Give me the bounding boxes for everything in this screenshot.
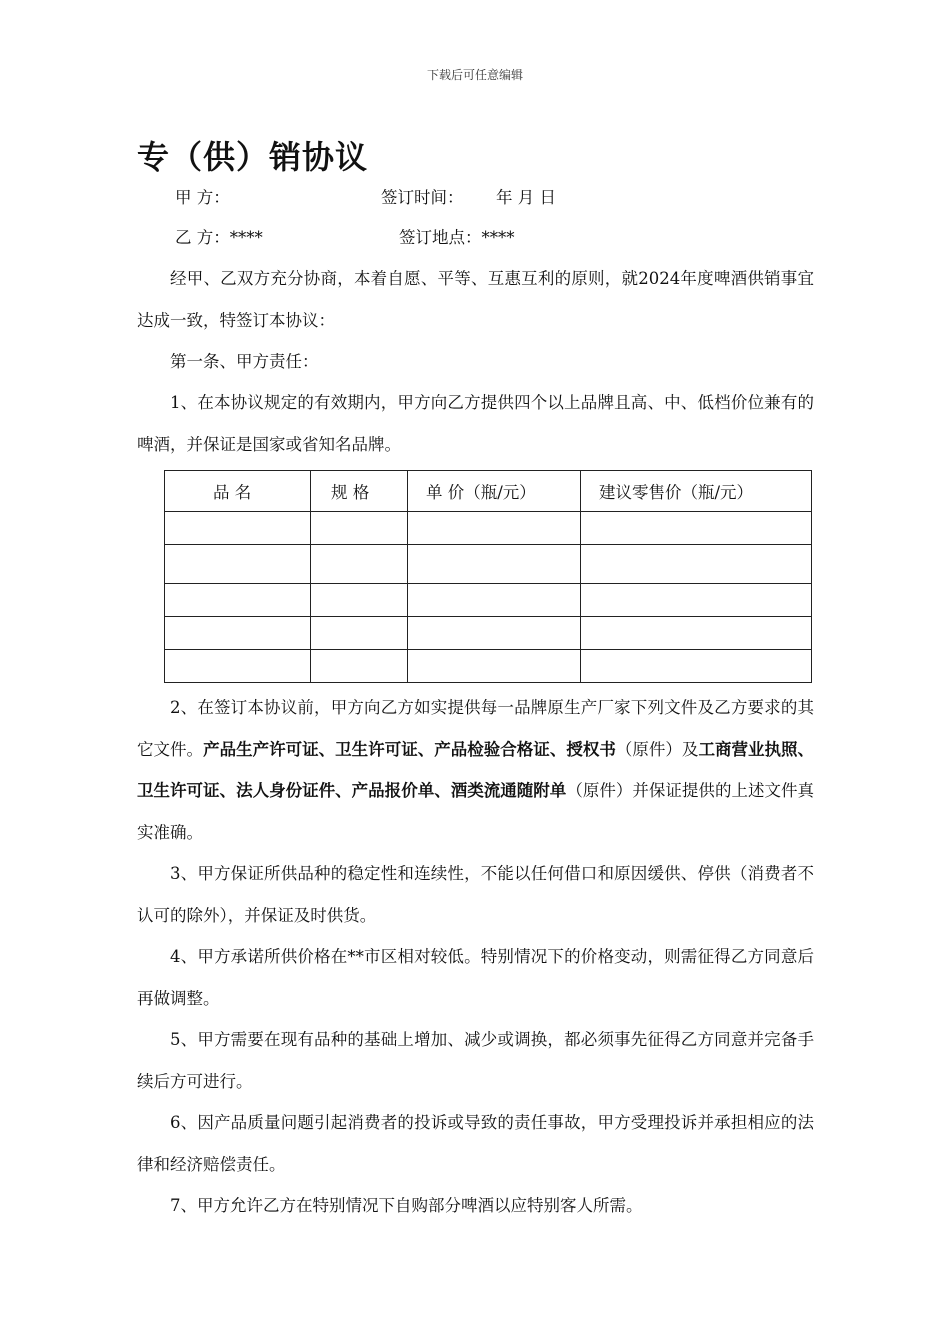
- product-table: [164, 470, 812, 683]
- sign-time-value: 年 月 日: [496, 188, 556, 207]
- table-cell[interactable]: [581, 512, 812, 545]
- item-2-text: （原件）及: [615, 739, 699, 759]
- document-title: 专（供）销协议: [137, 138, 369, 176]
- item-6: 6、因产品质量问题引起消费者的投诉或导致的责任事故，甲方受理投诉并承担相应的法律和经济赔偿责任。: [137, 1113, 814, 1174]
- table-cell[interactable]: [165, 545, 311, 584]
- sign-place-label: 签订地点：****: [399, 228, 515, 247]
- item-3: 3、甲方保证所供品种的稳定性和连续性，不能以任何借口和原因缓供、停供（消费者不认可的除外），并保证及时供货。: [137, 864, 814, 925]
- intro-paragraph: 经甲、乙双方充分协商，本着自愿、平等、互惠互利的原则，就2024年度啤酒供销事宜达成一致，特签订本协议：: [137, 269, 814, 330]
- document-body: [137, 178, 814, 1227]
- table-header-row: [165, 471, 812, 512]
- table-cell[interactable]: [408, 545, 581, 584]
- table-cell[interactable]: [408, 617, 581, 650]
- item-2: [137, 687, 814, 853]
- table-cell[interactable]: [581, 617, 812, 650]
- table-cell[interactable]: [311, 617, 408, 650]
- table-cell[interactable]: [311, 584, 408, 617]
- table-row: [165, 584, 812, 617]
- party-b-label: 乙 方：****: [175, 228, 263, 247]
- table-row: [165, 545, 812, 584]
- section1-title: 第一条、甲方责任：: [170, 352, 319, 371]
- table-cell[interactable]: [581, 584, 812, 617]
- table-row: [165, 512, 812, 545]
- table-cell[interactable]: [165, 617, 311, 650]
- item-1: 1、在本协议规定的有效期内，甲方向乙方提供四个以上品牌且高、中、低档价位兼有的啤酒，并保证是国家或省知名品牌。: [137, 393, 814, 454]
- table-cell[interactable]: [165, 584, 311, 617]
- item-2-text: 2、在签订本协议前，甲方向乙方如实提供每一品牌原生产厂家下列文件及乙方要求的其它文件。: [137, 698, 814, 759]
- table-cell[interactable]: [408, 512, 581, 545]
- party-a-row: [137, 178, 814, 218]
- table-cell[interactable]: [311, 545, 408, 584]
- table-cell[interactable]: [165, 512, 311, 545]
- table-header-retail-price: 建议零售价（瓶/元）: [581, 471, 812, 512]
- table-header-spec: 规 格: [311, 471, 408, 512]
- table-header-price: 单 价（瓶/元）: [408, 471, 581, 512]
- table-row: [165, 617, 812, 650]
- table-row: [165, 650, 812, 683]
- table-cell[interactable]: [581, 650, 812, 683]
- table-header-name: 品 名: [165, 471, 311, 512]
- item-2-bold-documents: 工商营业执照、卫生许可证、法人身份证件、产品报价单、酒类流通随附单: [137, 739, 815, 800]
- header-note: 下载后可任意编辑: [426, 68, 523, 82]
- table-cell[interactable]: [581, 545, 812, 584]
- item-5: 5、甲方需要在现有品种的基础上增加、减少或调换，都必须事先征得乙方同意并完备手续后方可进行。: [137, 1030, 814, 1091]
- item-2-text: （原件）并保证提供的上述文件真实准确。: [137, 781, 815, 842]
- party-a-label: 甲 方：: [175, 188, 230, 207]
- table-cell[interactable]: [165, 650, 311, 683]
- item-4: 4、甲方承诺所供价格在**市区相对较低。特别情况下的价格变动，则需征得乙方同意后再做调整。: [137, 947, 814, 1008]
- table-cell[interactable]: [408, 584, 581, 617]
- table-cell[interactable]: [311, 650, 408, 683]
- item-2-bold-documents: 产品生产许可证、卫生许可证、产品检验合格证、授权书: [203, 739, 616, 759]
- sign-time-label: 签订时间：: [381, 188, 464, 207]
- item-7: 7、甲方允许乙方在特别情况下自购部分啤酒以应特别客人所需。: [170, 1196, 643, 1215]
- table-cell[interactable]: [311, 512, 408, 545]
- table-cell[interactable]: [408, 650, 581, 683]
- party-b-row: [137, 218, 814, 258]
